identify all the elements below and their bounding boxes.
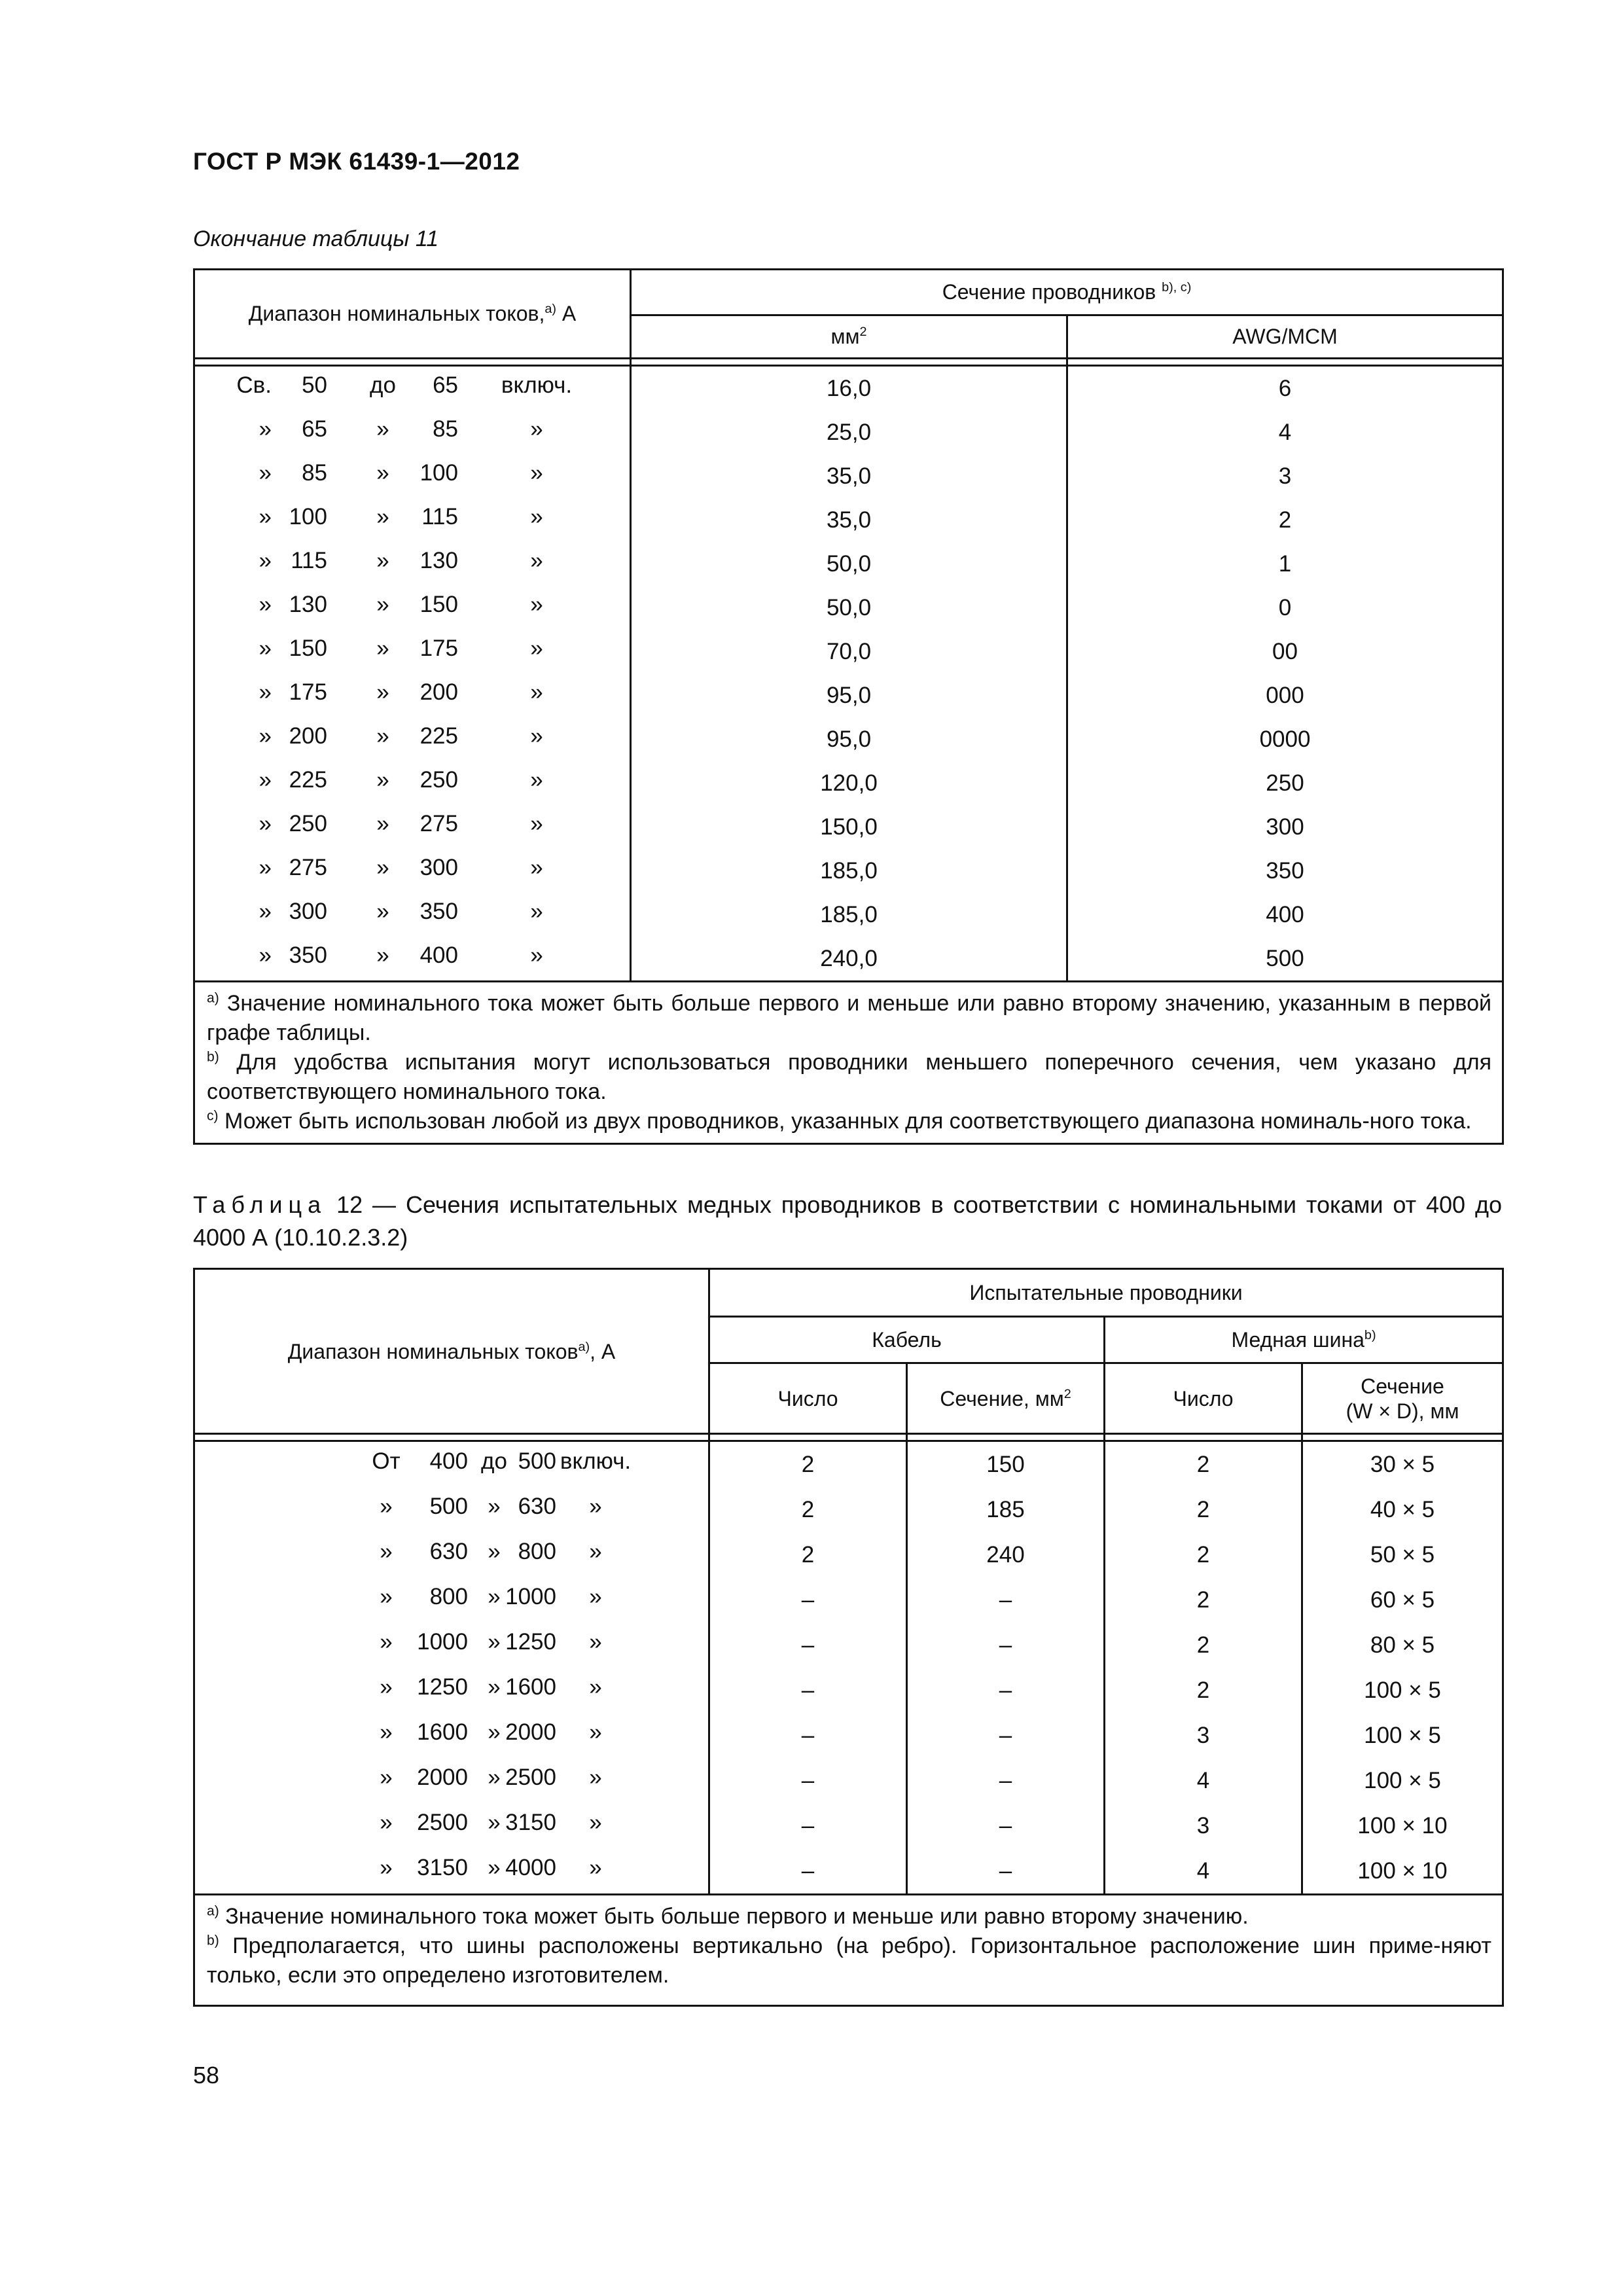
range-part-b: 115 — [421, 504, 458, 529]
range-part-b: 100 — [419, 460, 458, 486]
range-part-b: 150 — [419, 592, 458, 617]
range-part-p: Св. — [236, 372, 272, 398]
table-row — [194, 1713, 1503, 1758]
cable-number-cell: – — [709, 1577, 907, 1623]
range-part-p: » — [380, 1719, 393, 1745]
cable-section-cell: 185 — [907, 1487, 1105, 1532]
section-mm-cell: 185,0 — [631, 893, 1067, 937]
awg-cell: 0 — [1067, 586, 1503, 630]
range-part-s: » — [530, 636, 543, 661]
range-part-b: 4000 — [505, 1855, 556, 1880]
table-row — [194, 1623, 1503, 1668]
cable-number-cell: – — [709, 1668, 907, 1713]
section-mm-cell: 95,0 — [631, 717, 1067, 761]
range-part-p: » — [380, 1855, 393, 1880]
range-part-m: » — [488, 1494, 501, 1519]
cable-section-cell: – — [907, 1623, 1105, 1668]
bus-section-cell: 100 × 5 — [1302, 1668, 1503, 1713]
range-part-s: » — [589, 1629, 602, 1655]
section-mm-cell: 185,0 — [631, 849, 1067, 893]
range-part-b: 130 — [419, 548, 458, 573]
cable-number-cell: 2 — [709, 1441, 907, 1488]
document-header: ГОСТ Р МЭК 61439-1—2012 — [193, 148, 520, 175]
range-part-p: » — [259, 416, 272, 442]
t11-note-b: $^{b)}$ Для удобства испытания могут использоваться проводники меньшего поперечного сечения, чем указано для соответствующего номинального тока. — [207, 1049, 1492, 1104]
range-part-a: 2000 — [417, 1765, 468, 1790]
range-part-s: » — [530, 855, 543, 880]
current-range-cell — [194, 1758, 709, 1803]
current-range-cell — [194, 893, 631, 937]
bus-number-cell: 2 — [1105, 1441, 1302, 1488]
range-part-p: » — [259, 592, 272, 617]
range-part-m: » — [488, 1539, 501, 1564]
range-part-s: » — [589, 1494, 602, 1519]
table-row — [194, 542, 1503, 586]
cable-section-cell: – — [907, 1758, 1105, 1803]
range-part-p: » — [259, 942, 272, 968]
table-row — [194, 454, 1503, 498]
range-part-s: » — [530, 723, 543, 749]
current-range-cell — [194, 1577, 709, 1623]
range-part-b: 500 — [518, 1448, 556, 1474]
range-part-m: » — [376, 811, 389, 836]
range-part-m: » — [376, 548, 389, 573]
range-part-b: 2500 — [505, 1765, 556, 1790]
bus-number-cell: 3 — [1105, 1803, 1302, 1848]
range-part-m: » — [488, 1584, 501, 1609]
bus-section-cell: 50 × 5 — [1302, 1532, 1503, 1577]
range-part-b: 630 — [518, 1494, 556, 1519]
range-part-s: » — [530, 504, 543, 529]
bus-section-cell: 100 × 5 — [1302, 1758, 1503, 1803]
range-part-s: » — [589, 1674, 602, 1700]
cable-section-cell: – — [907, 1713, 1105, 1758]
range-part-b: 2000 — [505, 1719, 556, 1745]
range-part-s: » — [530, 767, 543, 793]
current-range-cell — [194, 849, 631, 893]
cable-section-cell: 150 — [907, 1441, 1105, 1488]
range-part-m: » — [376, 416, 389, 442]
range-part-b: 400 — [419, 942, 458, 968]
table-row — [194, 586, 1503, 630]
section-mm-cell: 95,0 — [631, 673, 1067, 717]
range-part-s: включ. — [501, 372, 573, 398]
current-range-cell — [194, 1532, 709, 1577]
bus-number-cell: 3 — [1105, 1713, 1302, 1758]
range-part-s: » — [589, 1855, 602, 1880]
t11-header-awg: AWG/MCM — [1067, 315, 1503, 359]
current-range-cell — [194, 1713, 709, 1758]
cable-section-cell: – — [907, 1668, 1105, 1713]
bus-section-cell: 80 × 5 — [1302, 1623, 1503, 1668]
range-part-a: 1250 — [417, 1674, 468, 1700]
section-mm-cell: 50,0 — [631, 542, 1067, 586]
bus-number-cell: 4 — [1105, 1758, 1302, 1803]
t12-header-bus-section: Сечение (W × D), мм — [1302, 1363, 1503, 1434]
table-row — [194, 1668, 1503, 1713]
range-part-b: 200 — [419, 679, 458, 705]
range-part-m: » — [376, 504, 389, 529]
current-range-cell — [194, 542, 631, 586]
range-part-a: 500 — [429, 1494, 468, 1519]
current-range-cell — [194, 1623, 709, 1668]
range-part-b: 3150 — [505, 1810, 556, 1835]
current-range-cell — [194, 805, 631, 849]
cable-number-cell: – — [709, 1803, 907, 1848]
range-part-a: 150 — [289, 636, 327, 661]
range-part-a: 115 — [291, 548, 327, 573]
table-row — [194, 673, 1503, 717]
range-part-b: 175 — [419, 636, 458, 661]
bus-section-cell: 100 × 10 — [1302, 1803, 1503, 1848]
range-part-a: 2500 — [417, 1810, 468, 1835]
range-part-p: » — [259, 899, 272, 924]
range-part-b: 225 — [419, 723, 458, 749]
range-part-m: до — [370, 372, 396, 398]
table-row — [194, 410, 1503, 454]
table-row — [194, 1441, 1503, 1488]
t11-note-c: $^{c)}$ Может быть использован любой из двух проводников, указанных для соответствующего диапазона номиналь-ного тока. — [207, 1108, 1472, 1134]
range-part-m: » — [488, 1629, 501, 1655]
awg-cell: 400 — [1067, 893, 1503, 937]
bus-number-cell: 2 — [1105, 1668, 1302, 1713]
section-mm-cell: 16,0 — [631, 366, 1067, 411]
range-part-p: » — [259, 723, 272, 749]
table-12 — [193, 1268, 1504, 2007]
range-part-a: 1000 — [417, 1629, 468, 1655]
range-part-a: 225 — [289, 767, 327, 793]
range-part-s: » — [589, 1584, 602, 1609]
bus-number-cell: 4 — [1105, 1848, 1302, 1895]
t12-header-bus-number: Число — [1105, 1363, 1302, 1434]
range-part-a: 200 — [289, 723, 327, 749]
table-row — [194, 630, 1503, 673]
current-range-cell — [194, 673, 631, 717]
range-part-s: » — [589, 1539, 602, 1564]
bus-section-cell: 100 × 10 — [1302, 1848, 1503, 1895]
table-row — [194, 1803, 1503, 1848]
range-part-a: 275 — [289, 855, 327, 880]
range-part-a: 1600 — [417, 1719, 468, 1745]
t12-note-a: $^{а)}$ Значение номинального тока может быть больше первого и меньше или равно второму значению. — [207, 1903, 1249, 1929]
cable-number-cell: 2 — [709, 1532, 907, 1577]
range-part-a: 400 — [429, 1448, 468, 1474]
table-row — [194, 1577, 1503, 1623]
range-part-m: » — [376, 899, 389, 924]
range-part-m: » — [376, 767, 389, 793]
table11-caption: Окончание таблицы 11 — [193, 226, 439, 251]
t12-header-test-conductors: Испытательные проводники — [709, 1269, 1503, 1317]
range-part-m: » — [376, 679, 389, 705]
range-part-b: 800 — [518, 1539, 556, 1564]
range-part-s: » — [530, 592, 543, 617]
range-part-p: От — [372, 1448, 401, 1474]
current-range-cell — [194, 366, 631, 411]
range-part-p: » — [259, 636, 272, 661]
section-mm-cell: 120,0 — [631, 761, 1067, 805]
bus-section-cell: 100 × 5 — [1302, 1713, 1503, 1758]
t12-header-cable-section: Сечение, $мм^2$ — [907, 1363, 1105, 1434]
table-row — [194, 761, 1503, 805]
current-range-cell — [194, 586, 631, 630]
table-row — [194, 366, 1503, 411]
range-part-a: 130 — [289, 592, 327, 617]
range-part-p: » — [380, 1584, 393, 1609]
current-range-cell — [194, 761, 631, 805]
t11-header-range: Диапазон номинальных токов,$^{а)}$ А — [194, 270, 631, 359]
cable-number-cell: – — [709, 1623, 907, 1668]
awg-cell: 000 — [1067, 673, 1503, 717]
cable-section-cell: 240 — [907, 1532, 1105, 1577]
cable-section-cell: – — [907, 1803, 1105, 1848]
awg-cell: 300 — [1067, 805, 1503, 849]
range-part-a: 50 — [302, 372, 327, 398]
t12-header-cable: Кабель — [709, 1317, 1105, 1363]
range-part-a: 300 — [289, 899, 327, 924]
awg-cell: 00 — [1067, 630, 1503, 673]
table-row — [194, 849, 1503, 893]
range-part-s: » — [589, 1765, 602, 1790]
awg-cell: 250 — [1067, 761, 1503, 805]
range-part-p: » — [259, 811, 272, 836]
table-row — [194, 805, 1503, 849]
t11-note-a: $^{а)}$ Значение номинального тока может быть больше первого и меньше или равно второму значению, указанным в первой графе таблицы. — [207, 990, 1492, 1045]
range-part-m: » — [488, 1810, 501, 1835]
cable-number-cell: – — [709, 1713, 907, 1758]
awg-cell: 350 — [1067, 849, 1503, 893]
awg-cell: 3 — [1067, 454, 1503, 498]
range-part-s: включ. — [560, 1448, 632, 1474]
cable-number-cell: 2 — [709, 1487, 907, 1532]
current-range-cell — [194, 454, 631, 498]
range-part-b: 350 — [419, 899, 458, 924]
range-part-s: » — [589, 1810, 602, 1835]
t12-header-range: Диапазон номинальных токов$^{а)}$, А — [194, 1269, 709, 1434]
range-part-m: » — [488, 1765, 501, 1790]
table-row — [194, 1487, 1503, 1532]
range-part-s: » — [530, 899, 543, 924]
range-part-p: » — [259, 548, 272, 573]
t12-footnotes — [194, 1895, 1503, 2006]
current-range-cell — [194, 937, 631, 982]
range-part-p: » — [380, 1765, 393, 1790]
range-part-s: » — [530, 548, 543, 573]
range-part-m: » — [376, 636, 389, 661]
range-part-a: 350 — [289, 942, 327, 968]
range-part-b: 65 — [433, 372, 458, 398]
range-part-m: » — [376, 942, 389, 968]
range-part-p: » — [380, 1810, 393, 1835]
section-mm-cell: 50,0 — [631, 586, 1067, 630]
table-row — [194, 1758, 1503, 1803]
current-range-cell — [194, 1487, 709, 1532]
range-part-m: » — [376, 855, 389, 880]
t11-footnotes — [194, 982, 1503, 1144]
section-mm-cell: 240,0 — [631, 937, 1067, 982]
table12-caption: Таблица 12 — Сечения испытательных медных проводников в соответствии с номинальными токами от 400 до 4000 А (10.10.2.3.2) — [193, 1191, 1502, 1251]
t11-header-section: Сечение проводников $^{b), c)}$ — [631, 270, 1503, 315]
awg-cell: 2 — [1067, 498, 1503, 542]
range-part-m: » — [488, 1719, 501, 1745]
section-mm-cell: 70,0 — [631, 630, 1067, 673]
awg-cell: 500 — [1067, 937, 1503, 982]
range-part-p: » — [380, 1674, 393, 1700]
t12-note-b: $^{b)}$ Предполагается, что шины расположены вертикально (на ребро). Горизонтальное расположение шин приме-няют только, если это определено изготовителем. — [207, 1933, 1492, 1988]
range-part-b: 85 — [433, 416, 458, 442]
table-row — [194, 937, 1503, 982]
range-part-s: » — [589, 1719, 602, 1745]
range-part-m: до — [481, 1448, 507, 1474]
range-part-a: 3150 — [417, 1855, 468, 1880]
current-range-cell — [194, 630, 631, 673]
table-row — [194, 1848, 1503, 1895]
range-part-s: » — [530, 460, 543, 486]
bus-section-cell: 60 × 5 — [1302, 1577, 1503, 1623]
current-range-cell — [194, 717, 631, 761]
range-part-a: 65 — [302, 416, 327, 442]
awg-cell: 0000 — [1067, 717, 1503, 761]
cable-section-cell: – — [907, 1577, 1105, 1623]
bus-number-cell: 2 — [1105, 1532, 1302, 1577]
current-range-cell — [194, 1803, 709, 1848]
current-range-cell — [194, 498, 631, 542]
range-part-m: » — [376, 592, 389, 617]
table-row — [194, 893, 1503, 937]
range-part-s: » — [530, 811, 543, 836]
range-part-b: 1250 — [505, 1629, 556, 1655]
range-part-b: 1000 — [505, 1584, 556, 1609]
range-part-p: » — [259, 767, 272, 793]
range-part-p: » — [380, 1494, 393, 1519]
bus-section-cell: 40 × 5 — [1302, 1487, 1503, 1532]
range-part-b: 275 — [419, 811, 458, 836]
range-part-p: » — [259, 855, 272, 880]
range-part-m: » — [488, 1855, 501, 1880]
cable-number-cell: – — [709, 1848, 907, 1895]
range-part-b: 250 — [419, 767, 458, 793]
t11-header-mm: $мм^2$ — [631, 315, 1067, 359]
page-number: 58 — [193, 2062, 220, 2089]
section-mm-cell: 35,0 — [631, 454, 1067, 498]
cable-number-cell: – — [709, 1758, 907, 1803]
awg-cell: 6 — [1067, 366, 1503, 411]
section-mm-cell: 150,0 — [631, 805, 1067, 849]
table-row — [194, 717, 1503, 761]
range-part-a: 100 — [289, 504, 327, 529]
bus-number-cell: 2 — [1105, 1487, 1302, 1532]
range-part-s: » — [530, 679, 543, 705]
bus-section-cell: 30 × 5 — [1302, 1441, 1503, 1488]
bus-number-cell: 2 — [1105, 1623, 1302, 1668]
awg-cell: 1 — [1067, 542, 1503, 586]
current-range-cell — [194, 410, 631, 454]
t12-header-cable-number: Число — [709, 1363, 907, 1434]
table-11 — [193, 268, 1504, 1145]
range-part-b: 300 — [419, 855, 458, 880]
current-range-cell — [194, 1441, 709, 1488]
bus-number-cell: 2 — [1105, 1577, 1302, 1623]
range-part-a: 175 — [289, 679, 327, 705]
range-part-p: » — [259, 460, 272, 486]
range-part-p: » — [380, 1539, 393, 1564]
cable-section-cell: – — [907, 1848, 1105, 1895]
section-mm-cell: 35,0 — [631, 498, 1067, 542]
range-part-a: 800 — [429, 1584, 468, 1609]
t12-header-busbar: Медная шина$^{b)}$ — [1105, 1317, 1503, 1363]
table-row — [194, 1532, 1503, 1577]
range-part-m: » — [376, 723, 389, 749]
range-part-a: 85 — [302, 460, 327, 486]
current-range-cell — [194, 1848, 709, 1895]
awg-cell: 4 — [1067, 410, 1503, 454]
range-part-s: » — [530, 942, 543, 968]
section-mm-cell: 25,0 — [631, 410, 1067, 454]
range-part-p: » — [380, 1629, 393, 1655]
range-part-m: » — [376, 460, 389, 486]
current-range-cell — [194, 1668, 709, 1713]
range-part-a: 630 — [429, 1539, 468, 1564]
range-part-s: » — [530, 416, 543, 442]
table-row — [194, 498, 1503, 542]
range-part-p: » — [259, 679, 272, 705]
range-part-b: 1600 — [505, 1674, 556, 1700]
range-part-m: » — [488, 1674, 501, 1700]
range-part-a: 250 — [289, 811, 327, 836]
range-part-p: » — [259, 504, 272, 529]
